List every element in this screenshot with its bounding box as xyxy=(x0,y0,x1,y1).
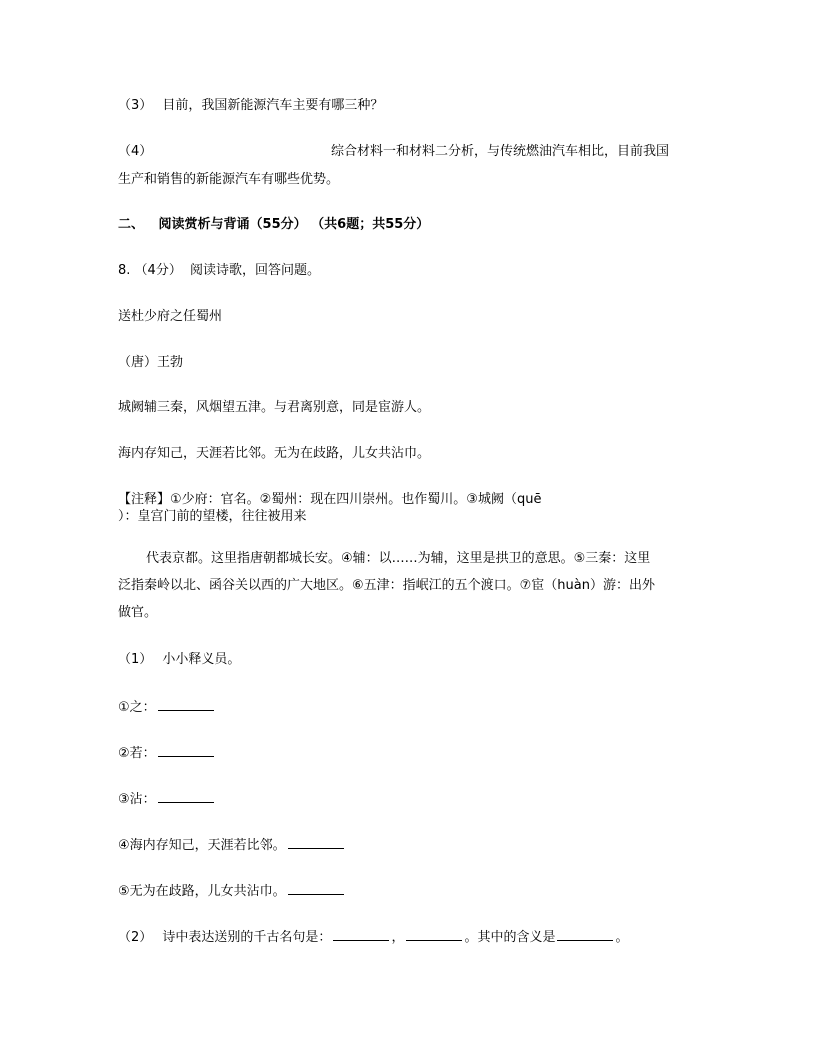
question-text: 目前，我国新能源汽车主要有哪三种？ xyxy=(162,98,384,113)
section-title: 阅读赏析与背诵（55分） xyxy=(158,217,307,232)
answer-label: ⑤无为在歧路，儿女共沾巾。 xyxy=(118,884,286,899)
answer-item xyxy=(118,698,216,716)
answer-label: ①之： xyxy=(118,700,156,715)
notes-line: 做官。 xyxy=(118,605,158,620)
question-number: （3） xyxy=(118,98,153,113)
answer-item xyxy=(118,744,216,762)
question-number: （4） xyxy=(118,144,153,159)
sub-question-text: 诗中表达送别的千古名句是： xyxy=(162,930,332,945)
question-text: 综合材料一和材料二分析，与传统燃油汽车相比，目前我国 xyxy=(331,144,670,159)
notes-line: ）：皇宫门前的望楼，往往被用来 xyxy=(118,509,307,524)
section-meta: （共6题；共55分） xyxy=(311,217,430,232)
answer-item xyxy=(118,836,346,854)
question-8-header xyxy=(118,263,320,279)
separator: ， xyxy=(391,930,405,945)
answer-label: ②若： xyxy=(118,746,156,761)
notes-line: 泛指秦岭以北、函谷关以西的广大地区。⑥五津：指岷江的五个渡口。⑦宦（huàn）游：出外 xyxy=(118,578,655,593)
answer-blank[interactable] xyxy=(158,698,214,711)
sub-question-text: 。其中的含义是 xyxy=(464,930,556,945)
question-number: 8. xyxy=(118,263,131,278)
question-3 xyxy=(118,98,383,114)
answer-blank[interactable] xyxy=(288,836,344,849)
sub-question-1 xyxy=(118,652,240,668)
answer-blank[interactable] xyxy=(406,928,462,941)
answer-label: ③沾： xyxy=(118,792,156,807)
answer-item xyxy=(118,790,216,808)
poem-line: 海内存知己，天涯若比邻。无为在歧路，儿女共沾巾。 xyxy=(118,446,431,461)
question-score: （4分） xyxy=(134,263,182,278)
notes-line: 【注释】①少府：官名。②蜀州：现在四川崇州。也作蜀川。③城阙（quē xyxy=(118,492,542,507)
answer-blank[interactable] xyxy=(288,882,344,895)
poem-line: 城阙辅三秦，风烟望五津。与君离别意，同是宦游人。 xyxy=(118,400,431,415)
section-label: 二、 xyxy=(118,217,145,232)
answer-label: ④海内存知己，天涯若比邻。 xyxy=(118,838,286,853)
sub-question-2 xyxy=(118,928,628,946)
question-text-cont: 生产和销售的新能源汽车有哪些优势。 xyxy=(118,172,340,187)
sub-question-number: （2） xyxy=(118,930,153,945)
section-heading xyxy=(118,217,429,233)
answer-blank[interactable] xyxy=(333,928,389,941)
answer-item xyxy=(118,882,346,900)
sub-question-number: （1） xyxy=(118,652,153,667)
separator: 。 xyxy=(615,930,629,945)
answer-blank[interactable] xyxy=(158,744,214,757)
question-prompt: 阅读诗歌，回答问题。 xyxy=(189,263,320,278)
answer-blank[interactable] xyxy=(158,790,214,803)
sub-question-text: 小小释义员。 xyxy=(162,652,241,667)
notes-line: 代表京都。这里指唐朝都城长安。④辅：以……为辅，这里是拱卫的意思。⑤三秦：这里 xyxy=(146,551,651,566)
poem-author: （唐）王勃 xyxy=(118,355,184,370)
answer-blank[interactable] xyxy=(557,928,613,941)
poem-title: 送杜少府之任蜀州 xyxy=(118,309,223,324)
